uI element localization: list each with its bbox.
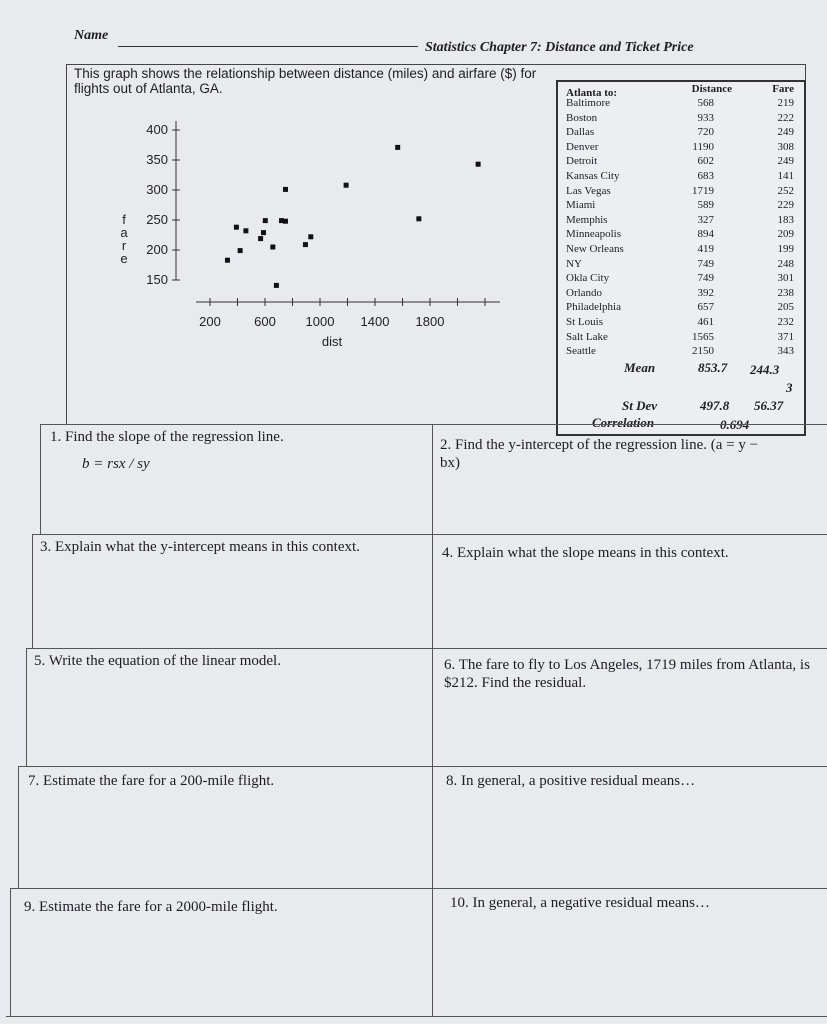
- worksheet-title: Statistics Chapter 7: Distance and Ticket Price: [425, 40, 694, 55]
- x-tick-label: 600: [254, 314, 276, 329]
- data-point: [395, 145, 400, 150]
- table-cell-fare: 371: [777, 330, 794, 343]
- data-point: [263, 218, 268, 223]
- question-5: 5. Write the equation of the linear model.: [34, 653, 281, 669]
- data-point: [258, 236, 263, 241]
- name-label: Name: [74, 28, 109, 43]
- table-cell-city: Seattle: [566, 345, 596, 358]
- table-cell-distance: 894: [697, 228, 714, 241]
- y-tick-label: 400: [146, 122, 168, 137]
- table-cell-city: Kansas City: [566, 170, 620, 182]
- table-cell-fare: 183: [777, 213, 794, 226]
- table-cell-distance: 933: [697, 111, 714, 124]
- divider: [40, 424, 41, 534]
- mean-fare: 244.3: [750, 362, 780, 377]
- y-tick-label: 350: [146, 152, 168, 167]
- table-cell-fare: 301: [777, 272, 794, 285]
- header-distance: Distance: [691, 83, 732, 95]
- table-cell-distance: 2150: [692, 345, 714, 358]
- table-cell-city: Boston: [566, 111, 598, 124]
- table-cell-city: Memphis: [566, 213, 608, 226]
- table-cell-distance: 657: [697, 301, 714, 314]
- table-cell-distance: 720: [697, 126, 714, 139]
- scatter-plot: [110, 110, 530, 350]
- sd-distance: 497.8: [700, 398, 730, 413]
- divider: [32, 534, 827, 535]
- slope-formula: b = rsx / sy: [82, 456, 150, 472]
- divider: [32, 534, 33, 648]
- data-point: [243, 228, 248, 233]
- table-cell-fare: 141: [777, 170, 794, 182]
- table-cell-fare: 343: [777, 345, 794, 358]
- divider: [18, 766, 19, 888]
- table-cell-fare: 229: [777, 199, 794, 212]
- question-3: 3. Explain what the y-intercept means in this context.: [40, 539, 360, 555]
- divider: [40, 424, 827, 425]
- question-2: 2. Find the y-intercept of the regression line. (a = y − bx): [440, 437, 759, 471]
- table-cell-distance: 683: [697, 170, 714, 182]
- table-cell-city: Orlando: [566, 286, 603, 299]
- table-cell-distance: 749: [697, 272, 714, 285]
- data-point: [274, 283, 279, 288]
- table-cell-distance: 602: [697, 155, 714, 168]
- data-point: [308, 234, 313, 239]
- data-point: [344, 183, 349, 188]
- data-point: [261, 230, 266, 235]
- divider: [26, 648, 27, 766]
- table-cell-city: Detroit: [566, 155, 598, 168]
- y-tick-label: 300: [146, 182, 168, 197]
- x-tick-label: 1000: [305, 314, 335, 329]
- divider: [6, 1016, 827, 1017]
- y-tick-label: 200: [146, 242, 168, 257]
- table-cell-city: Philadelphia: [566, 301, 621, 314]
- sd-fare: 56.37: [754, 398, 784, 413]
- x-tick-label: 1400: [360, 314, 390, 329]
- mean-label: Mean: [624, 360, 656, 375]
- sd-label: St Dev: [622, 398, 658, 413]
- table-cell-distance: 461: [697, 316, 714, 328]
- table-cell-city: Okla City: [566, 272, 610, 285]
- divider: [432, 424, 433, 1016]
- table-cell-distance: 419: [697, 243, 714, 255]
- y-tick-label: 150: [146, 272, 168, 287]
- question-9: 9. Estimate the fare for a 2000-mile flight.: [24, 899, 278, 915]
- data-point: [416, 216, 421, 221]
- table-cell-city: Las Vegas: [566, 184, 611, 197]
- table-cell-city: Miami: [566, 199, 596, 212]
- table-cell-fare: 232: [777, 316, 794, 328]
- table-cell-city: NY: [566, 257, 582, 270]
- mean-fare-extra: 3: [786, 380, 793, 395]
- data-point: [283, 219, 288, 224]
- data-point: [225, 258, 230, 263]
- table-cell-distance: 749: [697, 257, 714, 270]
- table-cell-distance: 1565: [692, 330, 714, 343]
- table-cell-distance: 589: [697, 199, 714, 212]
- y-axis-label-letter: f: [122, 212, 126, 227]
- table-cell-city: St Louis: [566, 316, 603, 328]
- table-cell-fare: 249: [777, 126, 794, 139]
- data-table: [556, 80, 806, 436]
- question-4: 4. Explain what the slope means in this context.: [442, 545, 729, 561]
- table-cell-distance: 327: [697, 213, 714, 226]
- divider: [10, 888, 827, 889]
- question-1: 1. Find the slope of the regression line.: [50, 429, 284, 445]
- question-8: 8. In general, a positive residual means…: [446, 773, 696, 789]
- x-tick-label: 200: [199, 314, 221, 329]
- table-cell-fare: 238: [777, 286, 794, 299]
- question-6: 6. The fare to fly to Los Angeles, 1719 miles from Atlanta, is $212. Find the residual.: [444, 657, 810, 691]
- correlation-value: 0.694: [720, 417, 750, 432]
- divider: [26, 648, 827, 649]
- table-cell-fare: 209: [777, 228, 794, 241]
- table-cell-distance: 1190: [692, 140, 714, 153]
- data-point: [234, 225, 239, 230]
- table-cell-city: Denver: [566, 140, 599, 153]
- table-cell-city: New Orleans: [566, 243, 624, 255]
- table-cell-city: Salt Lake: [566, 330, 608, 343]
- question-7: 7. Estimate the fare for a 200-mile flight.: [28, 773, 275, 789]
- header-fare: Fare: [772, 83, 794, 95]
- table-cell-city: Baltimore: [566, 97, 610, 109]
- table-cell-fare: 205: [777, 301, 794, 314]
- table-cell-fare: 219: [777, 97, 794, 109]
- data-point: [270, 245, 275, 250]
- divider: [10, 888, 11, 1016]
- x-axis-label: dist: [321, 334, 343, 349]
- table-cell-fare: 249: [777, 155, 794, 168]
- table-cell-distance: 568: [697, 97, 714, 109]
- divider: [18, 766, 827, 767]
- y-tick-label: 250: [146, 212, 168, 227]
- question-10: 10. In general, a negative residual means…: [450, 895, 710, 911]
- data-point: [283, 187, 288, 192]
- correlation-label: Correlation: [592, 415, 655, 430]
- table-cell-fare: 252: [777, 184, 794, 197]
- table-cell-fare: 199: [777, 243, 794, 255]
- mean-distance: 853.7: [698, 360, 728, 375]
- y-axis-label-letter: e: [120, 251, 128, 266]
- name-line[interactable]: [118, 46, 418, 47]
- table-cell-city: Minneapolis: [566, 228, 621, 241]
- header-city: Atlanta to:: [566, 87, 618, 99]
- intro-text: This graph shows the relationship between distance (miles) and airfare ($) for flights out of Atlanta, GA.: [74, 66, 537, 96]
- table-cell-distance: 392: [697, 286, 714, 299]
- table-cell-distance: 1719: [692, 184, 714, 197]
- x-tick-label: 1800: [415, 314, 445, 329]
- table-cell-fare: 248: [777, 257, 794, 270]
- data-point: [476, 162, 481, 167]
- y-axis-label-letter: a: [120, 225, 128, 240]
- table-cell-fare: 308: [777, 140, 794, 153]
- table-cell-fare: 222: [777, 111, 794, 124]
- data-point: [238, 248, 243, 253]
- data-point: [303, 242, 308, 247]
- y-axis-label-letter: r: [121, 238, 127, 253]
- table-cell-city: Dallas: [566, 126, 595, 139]
